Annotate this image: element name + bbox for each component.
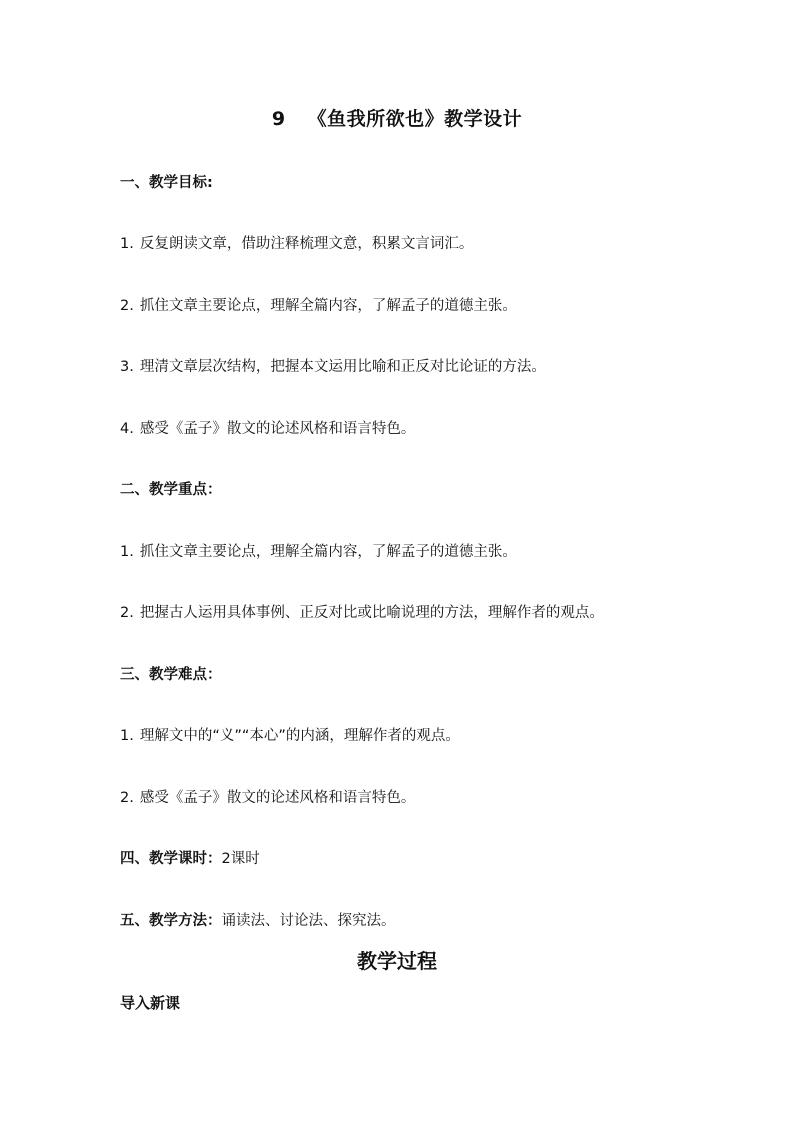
goal-item-text: 反复朗读文章，借助注释梳理文意，积累文言词汇。 bbox=[139, 236, 474, 252]
goal-item-3 bbox=[120, 355, 546, 376]
title-number: 9 bbox=[271, 108, 286, 130]
section-methods bbox=[120, 909, 396, 930]
goal-item-number: 3. bbox=[120, 359, 134, 375]
goal-item-text: 理清文章层次结构，把握本文运用比喻和正反对比论证的方法。 bbox=[139, 359, 546, 375]
goal-item-1 bbox=[120, 232, 473, 253]
goal-item-4 bbox=[120, 417, 415, 438]
section-heading-methods: 五、教学方法： bbox=[120, 913, 222, 929]
section-heading-hours: 四、教学课时： bbox=[120, 851, 222, 867]
key-point-text: 抓住文章主要论点，理解全篇内容，了解孟子的道德主张。 bbox=[139, 544, 517, 560]
section-heading-difficulties: 三、教学难点： bbox=[120, 667, 222, 683]
difficulty-item-1 bbox=[120, 724, 460, 745]
key-point-item-2 bbox=[120, 601, 604, 622]
section-heading-key-points: 二、教学重点： bbox=[120, 482, 222, 498]
difficulty-number: 1. bbox=[120, 728, 134, 744]
key-point-text: 把握古人运用具体事例、正反对比或比喻说理的方法，理解作者的观点。 bbox=[139, 605, 604, 621]
document-title bbox=[0, 104, 794, 131]
title-text: 《鱼我所欲也》教学设计 bbox=[307, 108, 523, 130]
goal-item-2 bbox=[120, 294, 517, 315]
section-hours bbox=[120, 847, 260, 868]
methods-value: 诵读法、讨论法、探究法。 bbox=[221, 913, 396, 929]
key-point-number: 1. bbox=[120, 544, 134, 560]
key-point-item-1 bbox=[120, 540, 517, 561]
goal-item-number: 1. bbox=[120, 236, 134, 252]
difficulty-text: 感受《孟子》散文的论述风格和语言特色。 bbox=[139, 790, 416, 806]
hours-value: 2课时 bbox=[221, 851, 260, 867]
goal-item-number: 4. bbox=[120, 421, 134, 437]
process-title: 教学过程 bbox=[357, 949, 437, 973]
difficulty-number: 2. bbox=[120, 790, 134, 806]
section-heading-goals: 一、教学目标: bbox=[120, 175, 213, 191]
goal-item-number: 2. bbox=[120, 298, 134, 314]
difficulty-item-2 bbox=[120, 786, 415, 807]
key-point-number: 2. bbox=[120, 605, 134, 621]
difficulty-text: 理解文中的“义”“本心”的内涵，理解作者的观点。 bbox=[139, 728, 460, 744]
goal-item-text: 抓住文章主要论点，理解全篇内容，了解孟子的道德主张。 bbox=[139, 298, 517, 314]
goal-item-text: 感受《孟子》散文的论述风格和语言特色。 bbox=[139, 421, 416, 437]
intro-heading: 导入新课 bbox=[120, 994, 181, 1012]
